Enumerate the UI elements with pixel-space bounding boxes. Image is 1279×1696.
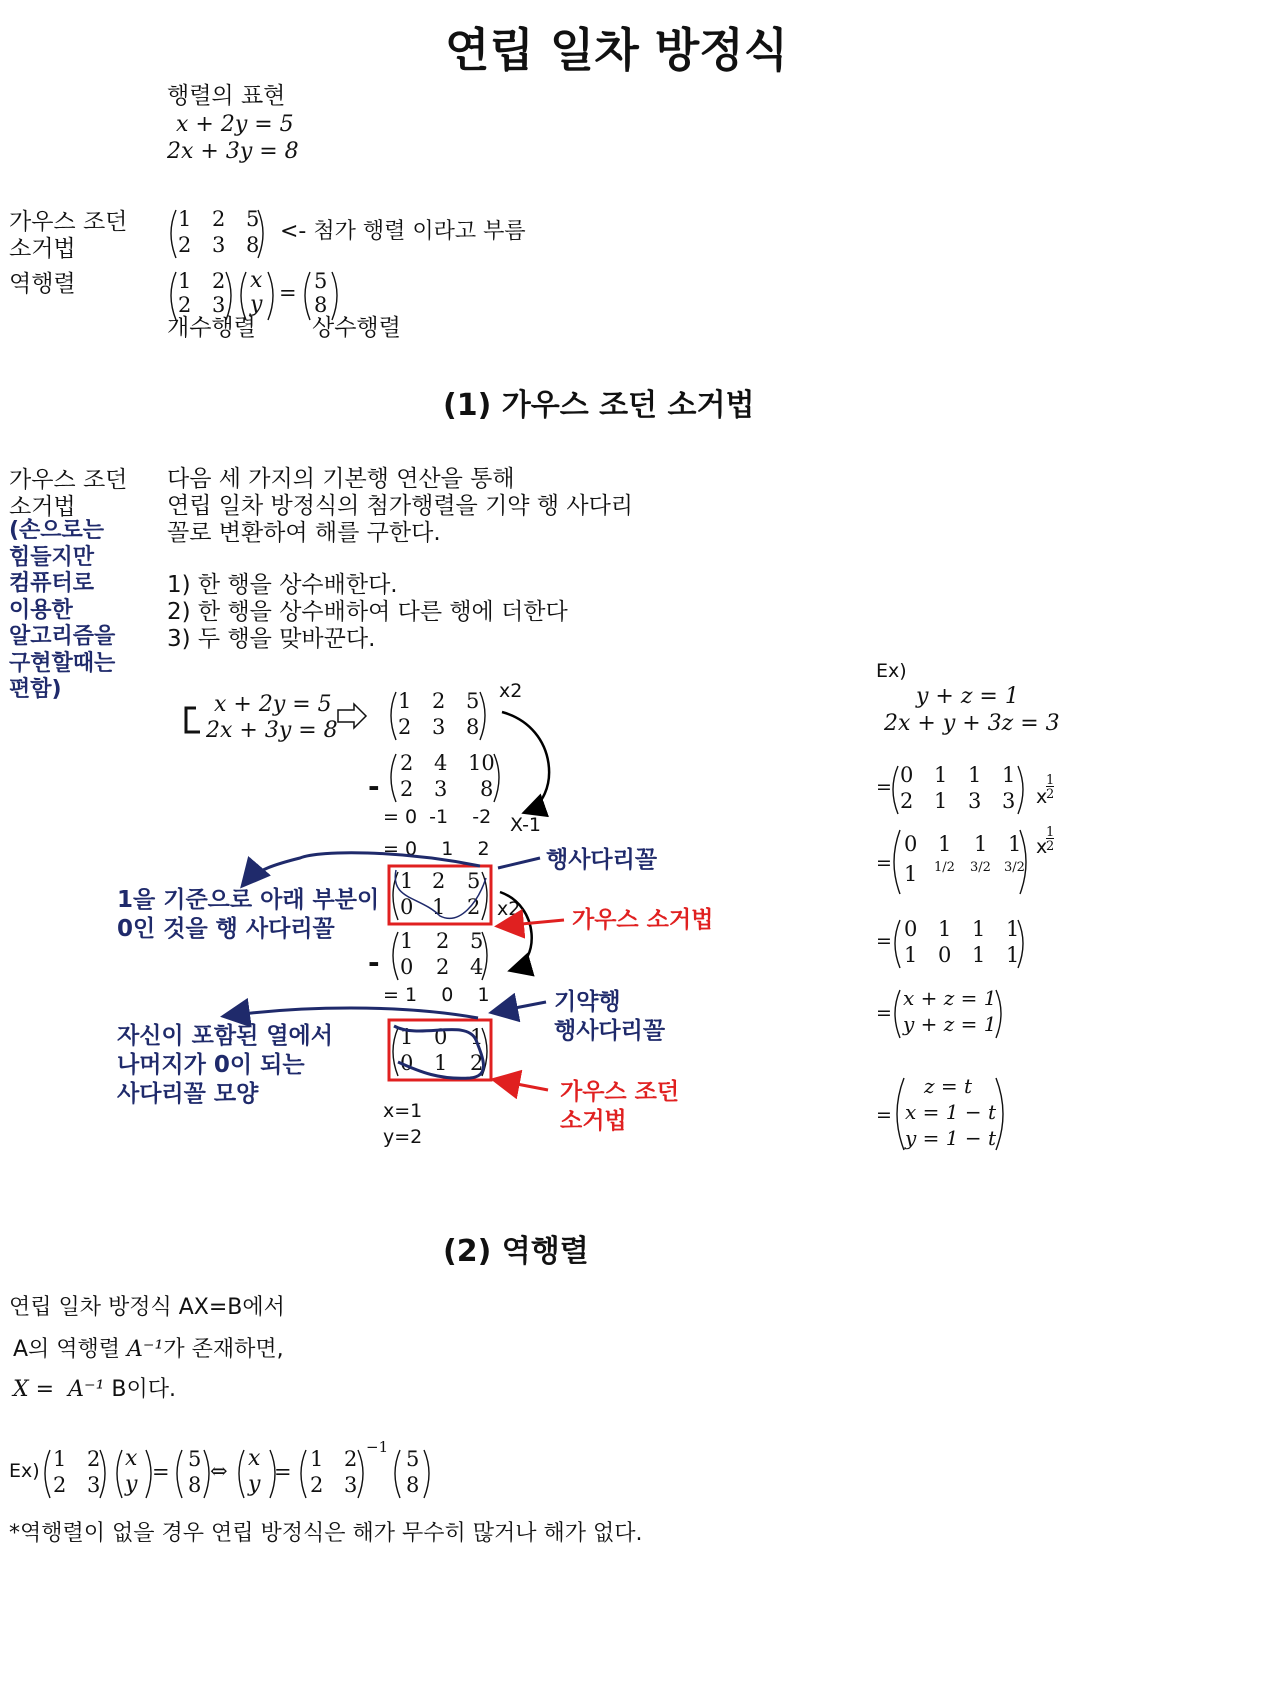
side-note: (손으로는 힘들지만 컴퓨터로 이용한 알고리즘을 구현할때는 편함)	[9, 518, 116, 702]
gauss-label-1: 가우스 조던	[9, 209, 128, 235]
example-matrix-b: 0 1 1 1 1 1/2 3/2 3/2	[904, 832, 1025, 886]
x2-label-a: x2	[499, 680, 523, 702]
minus-sign-b: -	[368, 946, 380, 979]
x2-label-b: x2	[497, 898, 521, 920]
matrix-repr-label: 행렬의 표현	[167, 83, 286, 109]
gauss-elim-label: 가우스 소거법	[572, 907, 714, 933]
inverse-label: 역행렬	[9, 271, 76, 297]
example-matrix-a: 0 1 1 1 2 1 3 3	[900, 763, 1016, 813]
gauss-jordan-label: 가우스 조던 소거법	[560, 1079, 680, 1134]
work-matrix-1: 1 2 5 2 3 8	[398, 689, 480, 739]
half-frac-a: 1 2	[1046, 773, 1055, 802]
solution-x: x=1	[383, 1100, 423, 1122]
row-b: = 0 1 2	[383, 838, 490, 860]
work-matrix-3: 1 2 5 0 1 2	[400, 869, 481, 919]
example-matrix-c: 0 1 1 1 1 0 1 1	[904, 917, 1020, 967]
section2-line3: X = A⁻¹ B이다.	[13, 1377, 176, 1402]
x-neg1-label: X-1	[510, 814, 542, 836]
minus-sign-a: -	[368, 770, 380, 803]
eq-sign-c: =	[876, 930, 892, 952]
solution-y: y=2	[383, 1126, 423, 1148]
work-matrix-4: 1 2 5 0 2 4	[400, 929, 484, 979]
section2-ex-label: Ex)	[9, 1460, 40, 1482]
row-a: = 0 -1 -2	[383, 806, 492, 828]
example-mul-a: x	[1036, 786, 1048, 808]
coef-label: 개수행렬	[167, 315, 256, 341]
example-d-r2: y + z = 1	[903, 1012, 997, 1036]
work-matrix-2: 2 4 10 2 3 8	[400, 751, 495, 801]
sys-eq1: x + 2y = 5	[214, 692, 332, 717]
eq-sign-a: =	[876, 776, 892, 798]
eq-sign-d: =	[876, 1002, 892, 1024]
example-label: Ex)	[876, 660, 907, 682]
side-label-2: 소거법	[9, 494, 76, 520]
row-c: = 1 0 1	[383, 984, 490, 1006]
intro-eq2: 2x + 3y = 8	[167, 139, 299, 164]
section2-line2: A의 역행렬 A⁻¹가 존재하면,	[13, 1337, 284, 1362]
ref-description: 1을 기준으로 아래 부분이 0인 것을 행 사다리꼴	[117, 887, 380, 942]
section2-heading: (2) 역행렬	[443, 1234, 589, 1269]
const-label: 상수행렬	[312, 315, 401, 341]
side-label-1: 가우스 조던	[9, 467, 128, 493]
work-matrix-5: 1 0 1 0 1 2	[400, 1025, 484, 1075]
eq-sign-b: =	[876, 852, 892, 874]
intro-eq1: x + 2y = 5	[176, 112, 294, 137]
aug-matrix: 1 2 5 2 3 8	[178, 207, 260, 257]
coef-form: 1 2 2 3 x y = 5 8	[178, 268, 328, 317]
sys-eq2: 2x + 3y = 8	[206, 718, 338, 743]
reduced-label: 기약행 행사다리꼴	[554, 989, 666, 1044]
example-e-r2: x = 1 − t	[905, 1100, 996, 1124]
section1-desc: 다음 세 가지의 기본행 연산을 통해 연립 일차 방정식의 첨가행렬을 기약 행 사다리 꼴로 변환하여 해를 구한다.	[167, 466, 634, 546]
row-operations: 1) 한 행을 상수배한다. 2) 한 행을 상수배하여 다른 행에 더한다 3) 두 행을 맞바꾼다.	[167, 572, 568, 652]
rref-description: 자신이 포함된 열에서 나머지가 0이 되는 사다리꼴 모양	[117, 1023, 333, 1107]
section2-note: *역행렬이 없을 경우 연립 방정식은 해가 무수히 많거나 해가 없다.	[9, 1521, 643, 1546]
example-d-r1: x + z = 1	[903, 986, 997, 1010]
page-title: 연립 일차 방정식	[445, 23, 789, 77]
section1-heading: (1) 가우스 조던 소거법	[443, 388, 755, 423]
example-e-r3: y = 1 − t	[905, 1126, 997, 1150]
gauss-label-2: 소거법	[9, 236, 76, 262]
example-eq2: 2x + y + 3z = 3	[884, 711, 1060, 736]
augmented-note: <- 첨가 행렬 이라고 부름	[280, 219, 526, 244]
section2-example-eq: 1 2 2 3 x y = 5 8 ⇔ x y = 1 2 2 3 −1 5 8	[53, 1438, 420, 1497]
section2-line1: 연립 일차 방정식 AX=B에서	[9, 1295, 285, 1320]
example-e-r1: z = t	[924, 1074, 973, 1098]
eq-sign-e: =	[876, 1104, 892, 1126]
row-echelon-label: 행사다리꼴	[546, 847, 658, 873]
half-frac-b: 1 2	[1046, 825, 1055, 854]
example-mul-b: x	[1036, 836, 1048, 858]
example-eq1: y + z = 1	[916, 684, 1019, 709]
